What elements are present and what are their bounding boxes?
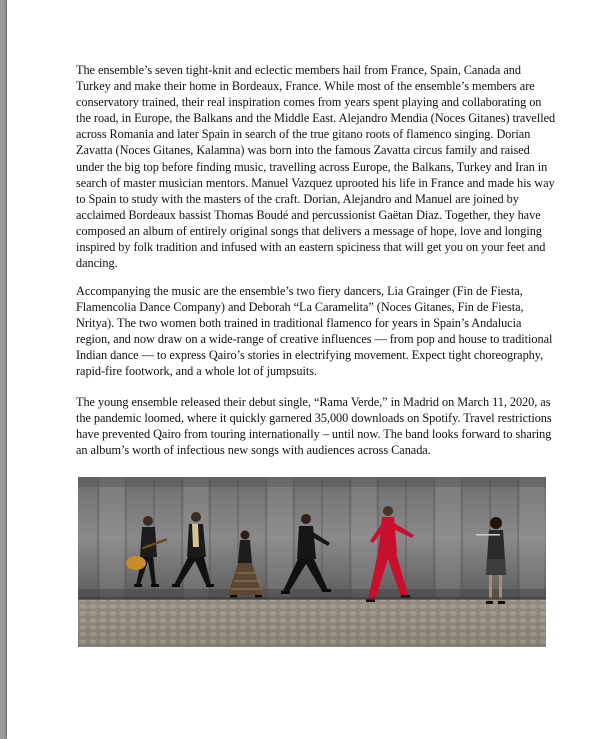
paragraph-dancers [76, 283, 556, 380]
paragraph-text: Accompanying the music are the ensemble’s two fiery dancers, Lia Grainger (Fin de Fiesta, Flamencolia Dance Company) and Deborah “La Caramelita” (Noces Gitanes, Fin de Fiesta, Nritya). The two women both trained in traditional flamenco for years in Spain’s Andalucia region, and now draw on a wide-range of creative influences — from pop and house to traditional Indian dance — to express Qairo’s stories in electrifying movement. Expect tight choreography, rapid-fire footwork, and a whole lot of jumpsuits. [76, 284, 553, 379]
paragraph-text: The young ensemble released their debut single, “Rama Verde,” in Madrid on March 11, 2020, as the pandemic loomed, where it quickly garnered 35,000 downloads on Spotify. Travel restrictions have prevented Qairo from touring internationally – until now. The band looks forward to sharing an album’s worth of infectious new songs with audiences across Canada. [76, 395, 552, 458]
paragraph-text: The ensemble’s seven tight-knit and eclectic members hail from France, Spain, Canada and Turkey and make their home in Bordeaux, France. While most of the ensemble’s members are conservatory trained, their real inspiration comes from years spent playing and collaborating on the road, in Europe, the Balkans and the Middle East. Alejandro Mendia (Noces Gitanes) travelled across Romania and later Spain in search of the true gitano roots of flamenco singing. Dorian Zavatta (Noces Gitanes, Kalamna) was born into the famous Zavatta circus family and raised under the big top before finding music, travelling across Europe, the Balkans, Turkey and Iran in search of master musician mentors. Manuel Vazquez uprooted his life in France and made his way to Spain to study with the masters of the craft. Dorian, Alejandro and Manuel are joined by acclaimed Bordeaux bassist Thomas Boudé and percussionist Gaëtan Diaz. Together, they have composed an album of entirely original songs that delivers a message of hope, love and longing inspired by folk tradition and infused with an eastern spiciness that will get you on your feet and dancing. [76, 63, 556, 271]
document-page [7, 0, 608, 739]
ensemble-photo [78, 477, 546, 647]
ensemble-photo-illustration [78, 477, 546, 647]
paragraph-debut-single [76, 394, 556, 458]
paragraph-ensemble-members [76, 62, 556, 271]
